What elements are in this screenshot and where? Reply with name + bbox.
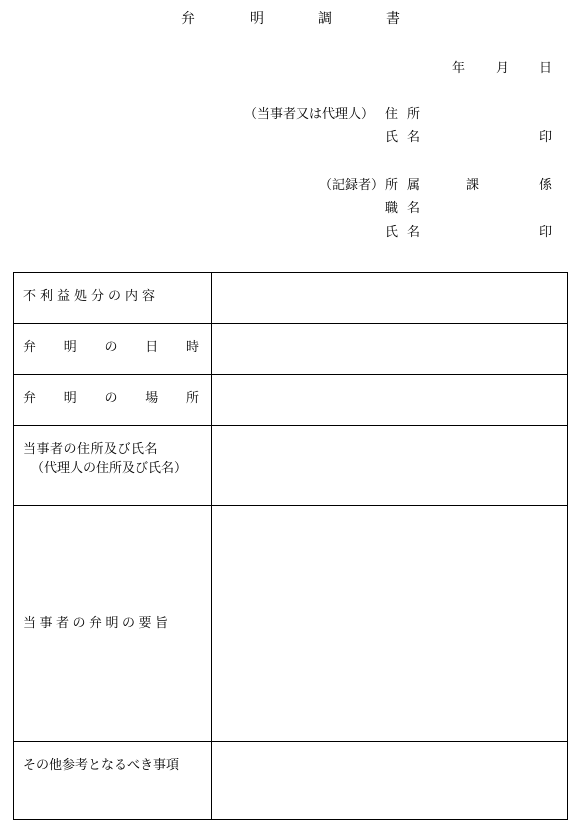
table-row [14,324,568,375]
row-label-statement-summary: 当事者の弁明の要旨 [23,616,172,631]
field-party-address-name[interactable] [212,426,568,506]
title-char: 書 [386,11,400,27]
recorder-affiliation-label-char: 所 [385,178,399,193]
label-char: の [104,340,118,355]
label-char: 弁 [23,340,37,355]
row-label-statement-datetime [23,336,199,355]
field-statement-datetime[interactable] [212,324,568,375]
row-label-cell [14,742,212,820]
row-label-other-references: その他参考となるべき事項 [23,758,180,773]
date-month-label: 月 [496,61,510,76]
row-sublabel-agent-address-name: （代理人の住所及び氏名） [31,461,188,476]
label-char: 場 [145,391,159,406]
recorder-section-label: 課 [466,178,480,193]
party-seal-mark: 印 [539,130,553,145]
label-char: 所 [185,391,199,406]
title-char: 調 [318,11,332,27]
party-address-label-char: 住 [385,107,399,122]
document-title [0,12,581,28]
row-label-cell [14,506,212,742]
row-label-statement-place [23,387,199,406]
row-label-disadvantageous-disposition: 不利益処分の内容 [23,289,160,304]
party-label: （当事者又は代理人） [244,107,375,122]
row-label-cell [14,273,212,324]
recorder-name-label-char: 名 [407,225,421,240]
label-char: 明 [63,391,77,406]
date-day-label: 日 [539,61,553,76]
field-other-references[interactable] [212,742,568,820]
table-row [14,273,568,324]
table-row [14,742,568,820]
table-row [14,426,568,506]
party-name-label-char: 名 [407,130,421,145]
row-label-cell [14,426,212,506]
label-char: 明 [63,340,77,355]
label-char: 弁 [23,391,37,406]
field-statement-summary[interactable] [212,506,568,742]
field-statement-place[interactable] [212,375,568,426]
label-char: の [104,391,118,406]
row-label-cell [14,375,212,426]
recorder-seal-mark: 印 [539,225,553,240]
field-disadvantageous-disposition[interactable] [212,273,568,324]
label-char: 時 [185,340,199,355]
recorder-label: （記録者） [319,178,385,193]
recorder-subsection-label: 係 [539,178,553,193]
party-address-label-char: 所 [407,107,421,122]
date-year-label: 年 [452,61,466,76]
table-row [14,506,568,742]
title-char: 弁 [181,11,195,27]
table-row [14,375,568,426]
label-char: 日 [145,340,159,355]
recorder-position-label-char: 職 [385,201,399,216]
title-char: 明 [250,11,264,27]
recorder-name-label-char: 氏 [385,225,399,240]
statement-form-table [13,272,568,820]
row-label-party-address-name: 当事者の住所及び氏名 [23,442,159,457]
party-name-label-char: 氏 [385,130,399,145]
recorder-affiliation-label-char: 属 [407,178,421,193]
recorder-position-label-char: 名 [407,201,421,216]
row-label-cell [14,324,212,375]
